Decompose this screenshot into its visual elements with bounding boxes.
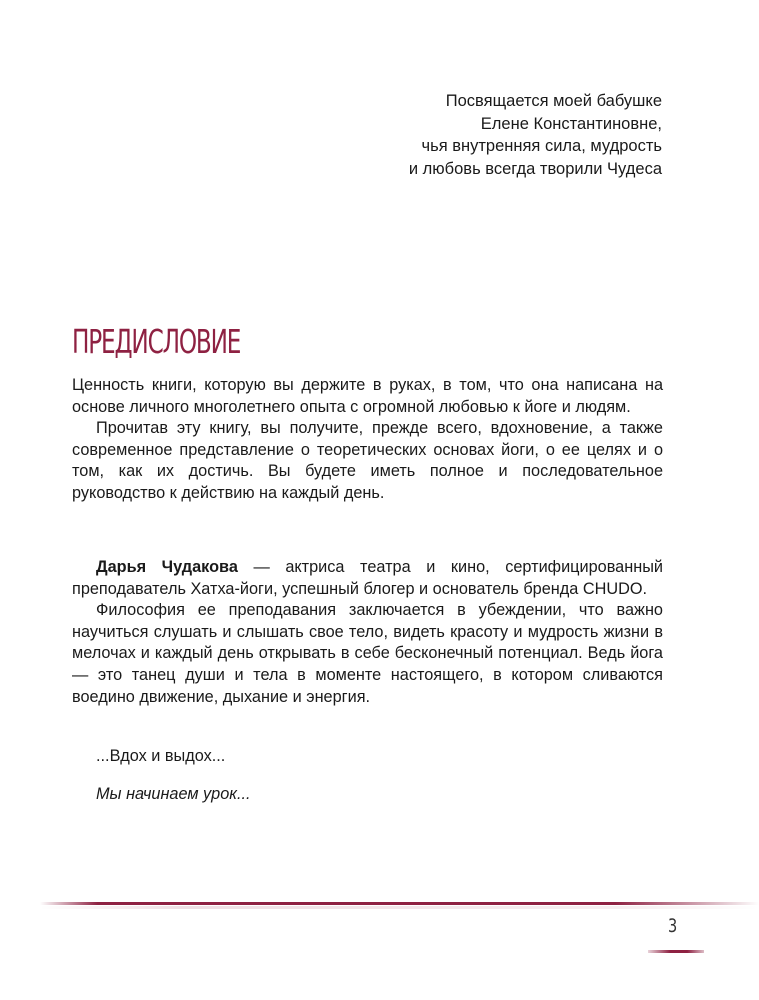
page-number-underline xyxy=(648,950,704,953)
preface-paragraph-2: Прочитав эту книгу, вы получите, прежде всего, вдохновение, а также современное представление о теоретических основах йоги, о ее целях и о том, как их достичь. Вы будете иметь полное и последовательное руководство к действию на каждый день. xyxy=(72,419,663,502)
breath-line: ...Вдох и выдох... xyxy=(96,747,226,765)
dedication-line: чья внутренняя сила, мудрость xyxy=(421,137,662,155)
footer-divider xyxy=(40,902,759,905)
dedication-line: и любовь всегда творили Чудеса xyxy=(408,159,662,178)
dedication xyxy=(409,90,662,180)
dedication-line: Посвящается моей бабушке xyxy=(445,92,662,110)
author-name: Дарья Чудакова xyxy=(96,558,238,576)
preface-paragraph-1: Ценность книги, которую вы держите в руках, в том, что она написана на основе личного многолетнего опыта с огромной любовью к йоге и людям. xyxy=(72,376,663,416)
footer-divider-shadow xyxy=(40,906,759,909)
author-philosophy-paragraph: Философия ее преподавания заключается в убеждении, что важно научиться слушать и слышать свое тело, видеть красоту и мудрость жизни в мелочах и каждый день открывать в себе бесконечный потенциал. Ведь йога — это танец души и тела в моменте настоящего, в котором сливаются воедино движение, дыхание и энергия. xyxy=(72,601,663,706)
preface-section xyxy=(72,375,663,505)
page-title: ПРЕДИСЛОВИЕ xyxy=(72,322,241,361)
author-section xyxy=(72,557,663,708)
page-number: 3 xyxy=(668,915,678,937)
dedication-line: Елене Константиновне, xyxy=(480,114,662,133)
author-bio: — актриса театра и кино, сертифицированный преподаватель Хатха-йоги, успешный блогер и основатель бренда CHUDO. xyxy=(72,558,663,598)
closing-line: Мы начинаем урок... xyxy=(96,785,251,803)
author-bio-paragraph xyxy=(72,557,663,600)
